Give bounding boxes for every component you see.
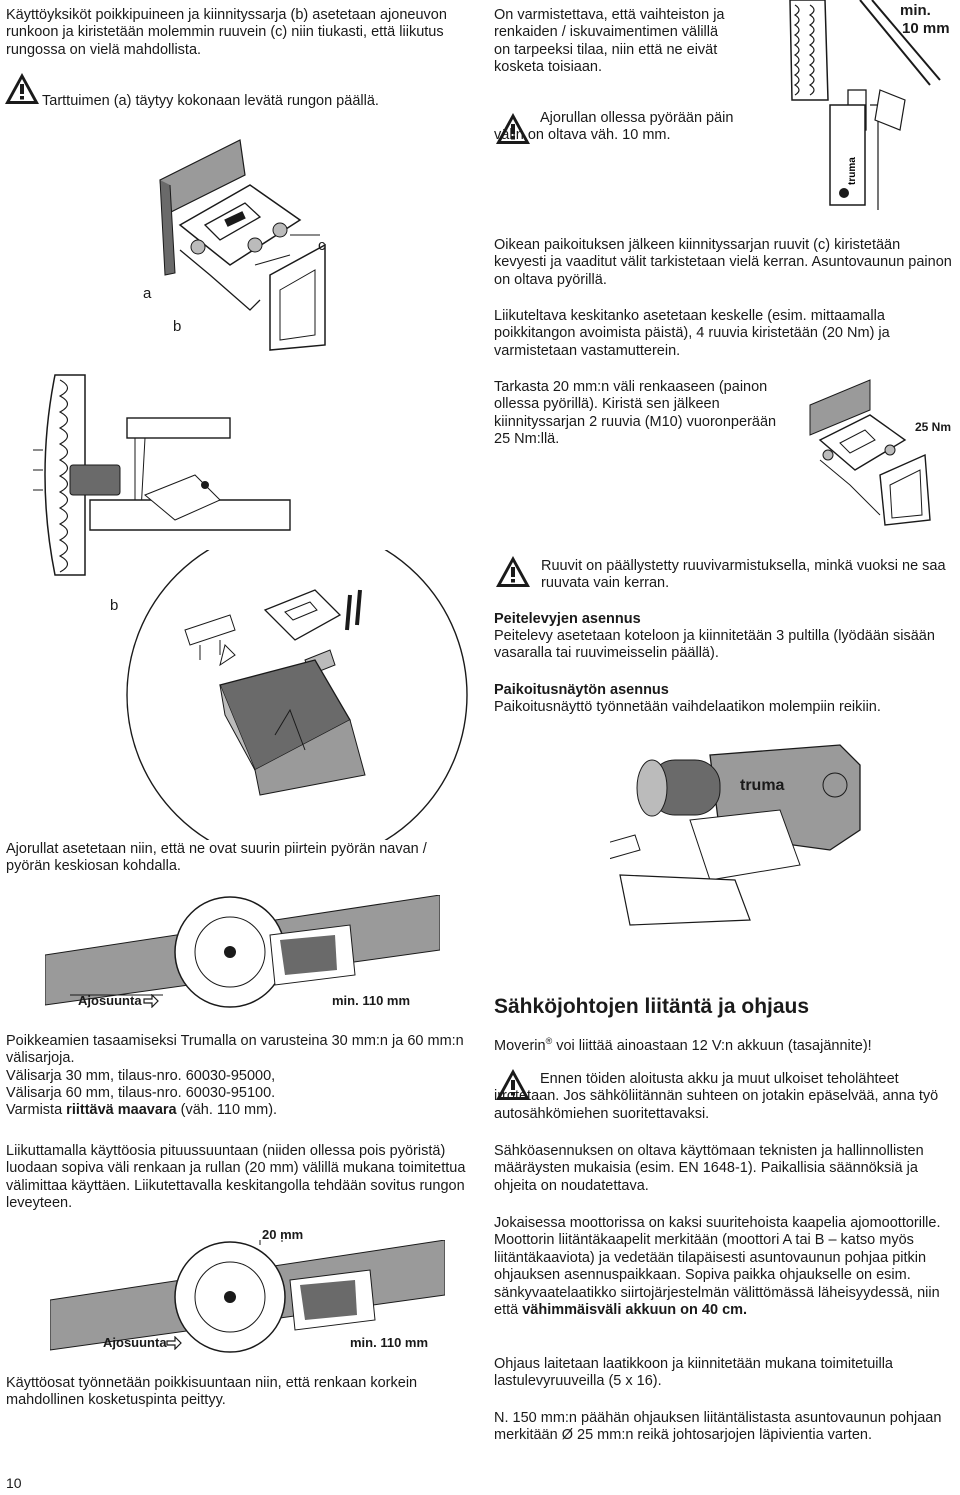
torque-kit-figure <box>790 375 940 535</box>
warning-electrical-text: Ennen töiden aloitusta akku ja muut ulkoiset teholähteet irrotetaan. Jos sähköliitännän suhteen on jotakin epäselvää, anna työ autosähkömiehen suoritettavaksi. <box>494 1071 939 1122</box>
cover-title: Peitelevyjen asennus <box>494 611 641 627</box>
cross-push-text: Käyttöosat työnnetään poikkisuuntaan niin, että renkaan korkein mahdollinen kosketuspinta peittyy. <box>6 1375 418 1409</box>
direction-label-2: Ajosuunta <box>103 1335 167 1350</box>
mover-battery-text: Moverin® voi liittää ainoastaan 12 V:n akkuun (tasajännite)! <box>494 1036 872 1054</box>
warning-grip-text: Tarttuimen (a) täytyy kokonaan levätä rungon päällä. <box>42 93 379 109</box>
arrow-right-icon <box>166 1336 182 1350</box>
min-clearance-2: min. 110 mm <box>350 1335 429 1350</box>
spacer-text-4: Varmista riittävä maavara (väh. 110 mm). <box>6 1102 278 1118</box>
svg-text:truma: truma <box>847 157 858 185</box>
display-title: Paikoitusnäytön asennus <box>494 682 669 698</box>
warning-icon <box>495 555 531 588</box>
warning-screws-text: Ruuvit on päällystetty ruuvivarmistuksella, minkä vuoksi ne saa ruuvata vain kerran. <box>541 558 946 592</box>
label-b: b <box>173 318 182 335</box>
check-clearance-text: On varmistettava, että vaihteiston ja renkaiden / iskuvaimentimen välillä on tarpeeksi tilaa, niin että ne eivät kosketa toisiaan. <box>494 7 725 76</box>
roller-position-text: Ajorullat asetetaan niin, että ne ovat suurin piirtein pyörän navan / pyörän keskiosan kohdalla. <box>6 841 427 875</box>
display-text: Paikoitusnäyttö työnnetään vaihdelaatikon molempiin reikiin. <box>494 699 881 715</box>
cable-routing-text: Jokaisessa moottorissa on kaksi suuritehoista kaapelia ajomoottorille. Moottorin liitäntäkaapelit merkitään (moottori A tai B – katso myös liitäntäkaaviota) ja vedetään tilapäisesti asuntovaunun pohjaa pitkin ohjauksen asennuspaikkaan. Sopiva paikka ohjaukselle on esim. sänkyvaatelaatikko siirtojärjestelmän välittömässä läheisyydessä, niin että vähimmäisväli akkuun on 40 cm. <box>494 1215 941 1319</box>
tighten-screws-text: Oikean paikoituksen jälkeen kiinnityssarjan ruuvit (c) kiristetään kevyesti ja vaaditut välit tarkistetaan vielä kerran. Asuntovaunun painon on oltava pyörillä. <box>494 237 952 288</box>
min-value-10mm: 10 mm <box>902 20 950 37</box>
arrow-right-icon <box>143 994 159 1008</box>
cover-text: Peitelevy asetetaan koteloon ja kiinnitetään 3 pultilla (lyödään sisään vasaralla tai ruuvimeisselin päällä). <box>494 628 935 662</box>
label-b-exploded: b <box>110 597 119 614</box>
section-title: Sähköjohtojen liitäntä ja ohjaus <box>494 995 810 1018</box>
mounting-kit-figure <box>150 125 390 355</box>
intro-text: Käyttöyksiköt poikkipuineen ja kiinnityssarja (b) asetetaan ajoneuvon runkoon ja kiristetään molemmin ruuvein (c) niin tiukasti, että liikutus rungossa on vielä mahdollista. <box>6 7 447 58</box>
center-bar-text: Liikuteltava keskitanko asetetaan keskelle (esim. mittaamalla poikkitangon avoimista päistä), 4 ruuvia kiristetään (20 Nm) ja varmistetaan vastamutterein. <box>494 308 890 359</box>
brand-logo: truma <box>740 777 785 794</box>
exploded-kit-figure <box>125 550 470 840</box>
motor-display-figure <box>610 735 870 935</box>
label-a: a <box>143 285 152 302</box>
min-label-top: min. <box>900 2 931 19</box>
spacer-text-3: Välisarja 60 mm, tilaus-nro. 60030-95100. <box>6 1085 276 1101</box>
warning-min-gap-text: Ajorullan ollessa pyörään päin välin on oltava väh. 10 mm. <box>494 110 734 144</box>
wheel-roller-figure <box>25 370 305 580</box>
hole-marking-text: N. 150 mm:n päähän ohjauksen liitäntälistasta asuntovaunun pohjaan merkitään Ø 25 mm:n reikä johtosarjojen läpivientia varten. <box>494 1410 942 1444</box>
page-number: 10 <box>6 1475 22 1491</box>
torque-label: 25 Nm <box>915 420 952 434</box>
spacer-text-1: Poikkeamien tasaamiseksi Trumalla on varusteina 30 mm:n ja 60 mm:n välisarjoja. <box>6 1033 464 1067</box>
warning-icon <box>4 72 40 105</box>
min-clearance-1: min. 110 mm <box>332 993 411 1008</box>
label-c: c <box>318 237 326 254</box>
gap-20mm-label: 20 mm <box>262 1227 304 1242</box>
electrical-regulations-text: Sähköasennuksen on oltava käyttömaan teknisten ja hallinnollisten määräysten mukaisia (esim. EN 1648-1). Paikallisia säännöksiä ja ohjeita on noudatettava. <box>494 1143 924 1194</box>
move-units-text: Liikuttamalla käyttöosia pituussuuntaan (niiden ollessa pois pyöristä) luodaan sopiva väli renkaan ja rullan (20 mm) välillä mukana toimitettua välimittaa käyttäen. Liikutettavalla keskitangolla tehdään sovitus rungon leveyteen. <box>6 1143 466 1212</box>
spacer-text-2: Välisarja 30 mm, tilaus-nro. 60030-95000, <box>6 1068 276 1084</box>
control-mounting-text: Ohjaus laitetaan laatikkoon ja kiinnitetään mukana toimitetuilla lastulevyruuveilla (5 x 16). <box>494 1356 893 1390</box>
torque-check-text: Tarkasta 20 mm:n väli renkaaseen (painon ollessa pyörillä). Kiristä sen jälkeen kiinnityssarjan 2 ruuvia (M10) vuoronperään 25 Nm:llä. <box>494 379 777 448</box>
direction-label-1: Ajosuunta <box>78 993 142 1008</box>
